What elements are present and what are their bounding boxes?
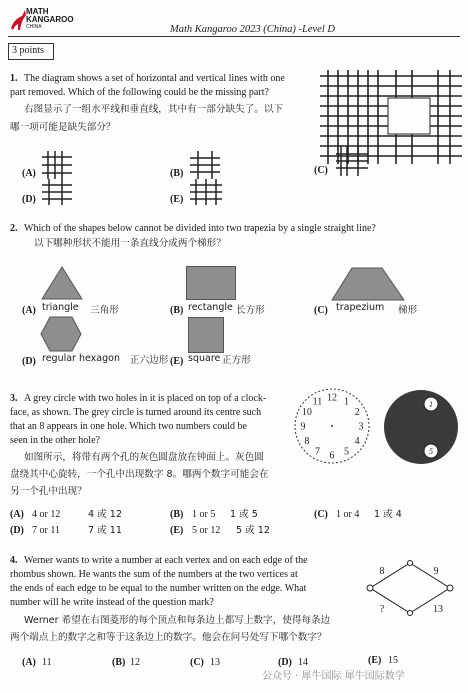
rhombus-label-top-left: 8 [379, 566, 385, 577]
q3-en-line1: A grey circle with two holes in it is placed on top of a clock- [24, 393, 267, 404]
kangaroo-icon [8, 6, 28, 32]
q4-en-line2: rhombus shown. He wants the sum of the numbers at the two vertices at [10, 569, 298, 580]
q3-option-d-zh: 7 或 11 [88, 525, 123, 536]
q4-option-a-value: 11 [42, 657, 52, 668]
q1-option-b-figure [190, 151, 220, 179]
clock-number: 6 [329, 450, 335, 462]
clock-number: 4 [354, 436, 360, 447]
q2-option-c-name: trapezium [336, 302, 385, 313]
q4-zh-line2: 两个端点上的数字之和等于这条边上的数字。他会在问号处写下哪个数字？ [10, 632, 327, 643]
clock-number: 3 [358, 421, 364, 433]
q2-option-d[interactable]: (D) [22, 356, 36, 367]
q2-en: Which of the shapes below cannot be divided into two trapezia by a single straight line? [24, 223, 376, 234]
clock-number: 5 [344, 446, 349, 458]
q3-en-line2: face, as shown. The grey circle is turned around its centre such [10, 407, 262, 418]
q3-option-c-en: 1 or 4 [336, 509, 360, 520]
q4-en-line1: Werner wants to write a number at each vertex and on each edge of the [24, 555, 308, 566]
clock-number: 12 [327, 392, 337, 404]
kangaroo-logo [8, 6, 74, 34]
q2-number: 2. [10, 223, 18, 234]
q3-option-b-en: 1 or 5 [192, 509, 216, 520]
watermark: 公众号 · 犀牛国际 犀牛国际数学 [262, 671, 405, 682]
q1-option-c-figure [336, 146, 368, 176]
q2-option-b-name: rectangle [188, 302, 233, 313]
q3-zh-line2: 盘绕其中心旋转，一个孔中出现数字 8。哪两个数字可能会在 [10, 469, 269, 480]
q1-option-d[interactable]: (D) [22, 194, 36, 205]
q2-option-a-zh: 三角形 [90, 305, 119, 316]
hexagon-shape [40, 316, 82, 352]
clock-face [292, 386, 372, 466]
q4-number: 4. [10, 555, 18, 566]
q4-option-b[interactable]: (B) [112, 657, 126, 668]
q2-option-e-zh: 正方形 [222, 355, 251, 366]
q2-option-e[interactable]: (E) [170, 356, 184, 367]
q1-en-line2: part removed. Which of the following could be the missing part? [10, 87, 269, 98]
clock-number: 8 [304, 436, 310, 447]
q4-option-b-value: 12 [130, 657, 140, 668]
q1-option-a[interactable]: (A) [22, 168, 36, 179]
q1-number: 1. [10, 73, 18, 84]
q3-option-a-zh: 4 或 12 [88, 509, 123, 520]
clock-number: 7 [315, 446, 320, 458]
rhombus-diagram [360, 560, 460, 616]
q4-option-d-value: 14 [298, 657, 308, 668]
q2-option-a-name: triangle [42, 302, 79, 313]
q3-option-d-en: 7 or 11 [32, 525, 60, 536]
q4-option-a[interactable]: (A) [22, 657, 36, 668]
rhombus-label-bottom-right: 13 [433, 604, 443, 615]
q2-option-b-zh: 长方形 [236, 305, 265, 316]
q2-zh: 以下哪种形状不能用一条直线分成两个梯形？ [34, 238, 226, 249]
q3-option-b-zh: 1 或 5 [230, 509, 258, 520]
trapezium-shape [330, 266, 406, 302]
rectangle-shape [186, 266, 236, 300]
q3-option-b[interactable]: (B) [170, 509, 184, 520]
clock-number: 1 [344, 396, 349, 408]
q4-option-c-value: 13 [210, 657, 220, 668]
header-rule [8, 36, 460, 37]
q3-option-d[interactable]: (D) [10, 525, 24, 536]
q3-option-e-en: 5 or 12 [192, 525, 221, 536]
q4-option-e[interactable]: (E) [368, 655, 382, 666]
q3-en-line4: seen in the other hole? [10, 435, 100, 446]
q3-option-a-en: 4 or 12 [32, 509, 61, 520]
q3-option-e-zh: 5 或 12 [236, 525, 271, 536]
clock-number: 10 [301, 407, 312, 418]
q1-zh-line2: 哪一项可能是缺失部分？ [10, 122, 116, 133]
q1-option-c[interactable]: (C) [314, 165, 328, 176]
q3-option-e[interactable]: (E) [170, 525, 184, 536]
q3-zh-line1: 如图所示，将带有两个孔的灰色圆盘放在钟面上。灰色圆 [24, 452, 264, 463]
q1-en-line1: The diagram shows a set of horizontal and vertical lines with one [24, 73, 285, 84]
q4-option-d[interactable]: (D) [278, 657, 292, 668]
q4-option-c[interactable]: (C) [190, 657, 204, 668]
rhombus-label-top-right: 9 [433, 566, 439, 577]
disk-hole-number-bottom: 5 [429, 447, 433, 456]
q1-option-e[interactable]: (E) [170, 194, 184, 205]
square-shape [188, 317, 224, 353]
clock-number: 2 [354, 407, 360, 418]
triangle-shape [40, 265, 84, 301]
q3-option-a[interactable]: (A) [10, 509, 24, 520]
q2-option-a[interactable]: (A) [22, 305, 36, 316]
section-label: 3 points [12, 45, 44, 56]
q3-zh-line3: 另一个孔中出现？ [10, 486, 87, 497]
q4-option-e-value: 15 [388, 655, 398, 666]
clock-number: 9 [300, 421, 306, 433]
rhombus-label-bottom-left: ? [379, 604, 385, 615]
logo-line-2: KANGAROO [26, 15, 74, 24]
q2-option-d-name: regular hexagon [42, 353, 120, 364]
page-title: Math Kangaroo 2023 (China) -Level D [170, 24, 335, 35]
clock-number: 11 [312, 396, 323, 408]
q1-option-e-figure [190, 179, 222, 205]
q1-option-d-figure [42, 179, 72, 205]
q2-option-e-name: square [188, 353, 221, 364]
disk-hole-number-top: 1 [429, 400, 433, 409]
q4-en-line3: the ends of each edge to be equal to the number written on the edge. What [10, 583, 307, 594]
q3-number: 3. [10, 393, 18, 404]
logo-line-3: CHINA [26, 24, 42, 30]
q1-option-a-figure [42, 151, 72, 179]
q1-zh-line1: 右图显示了一组水平线和垂直线，其中有一部分缺失了。以下 [24, 104, 284, 115]
q3-option-c-zh: 1 或 4 [374, 509, 402, 520]
grey-disk [382, 388, 460, 466]
q3-option-c[interactable]: (C) [314, 509, 328, 520]
q2-option-c-zh: 梯形 [398, 305, 418, 316]
q4-en-line4: number will he write instead of the question mark? [10, 597, 214, 608]
q2-option-d-zh: 正六边形 [130, 355, 169, 366]
q1-option-b[interactable]: (B) [170, 168, 184, 179]
q3-en-line3: that an 8 appears in one hole. Which two numbers could be [10, 421, 247, 432]
q2-option-c[interactable]: (C) [314, 305, 328, 316]
q2-option-b[interactable]: (B) [170, 305, 184, 316]
q4-zh-line1: Werner 希望在右图菱形的每个顶点和每条边上都写上数字，使得每条边 [24, 615, 331, 626]
logo-line-1: MATH [26, 7, 49, 16]
